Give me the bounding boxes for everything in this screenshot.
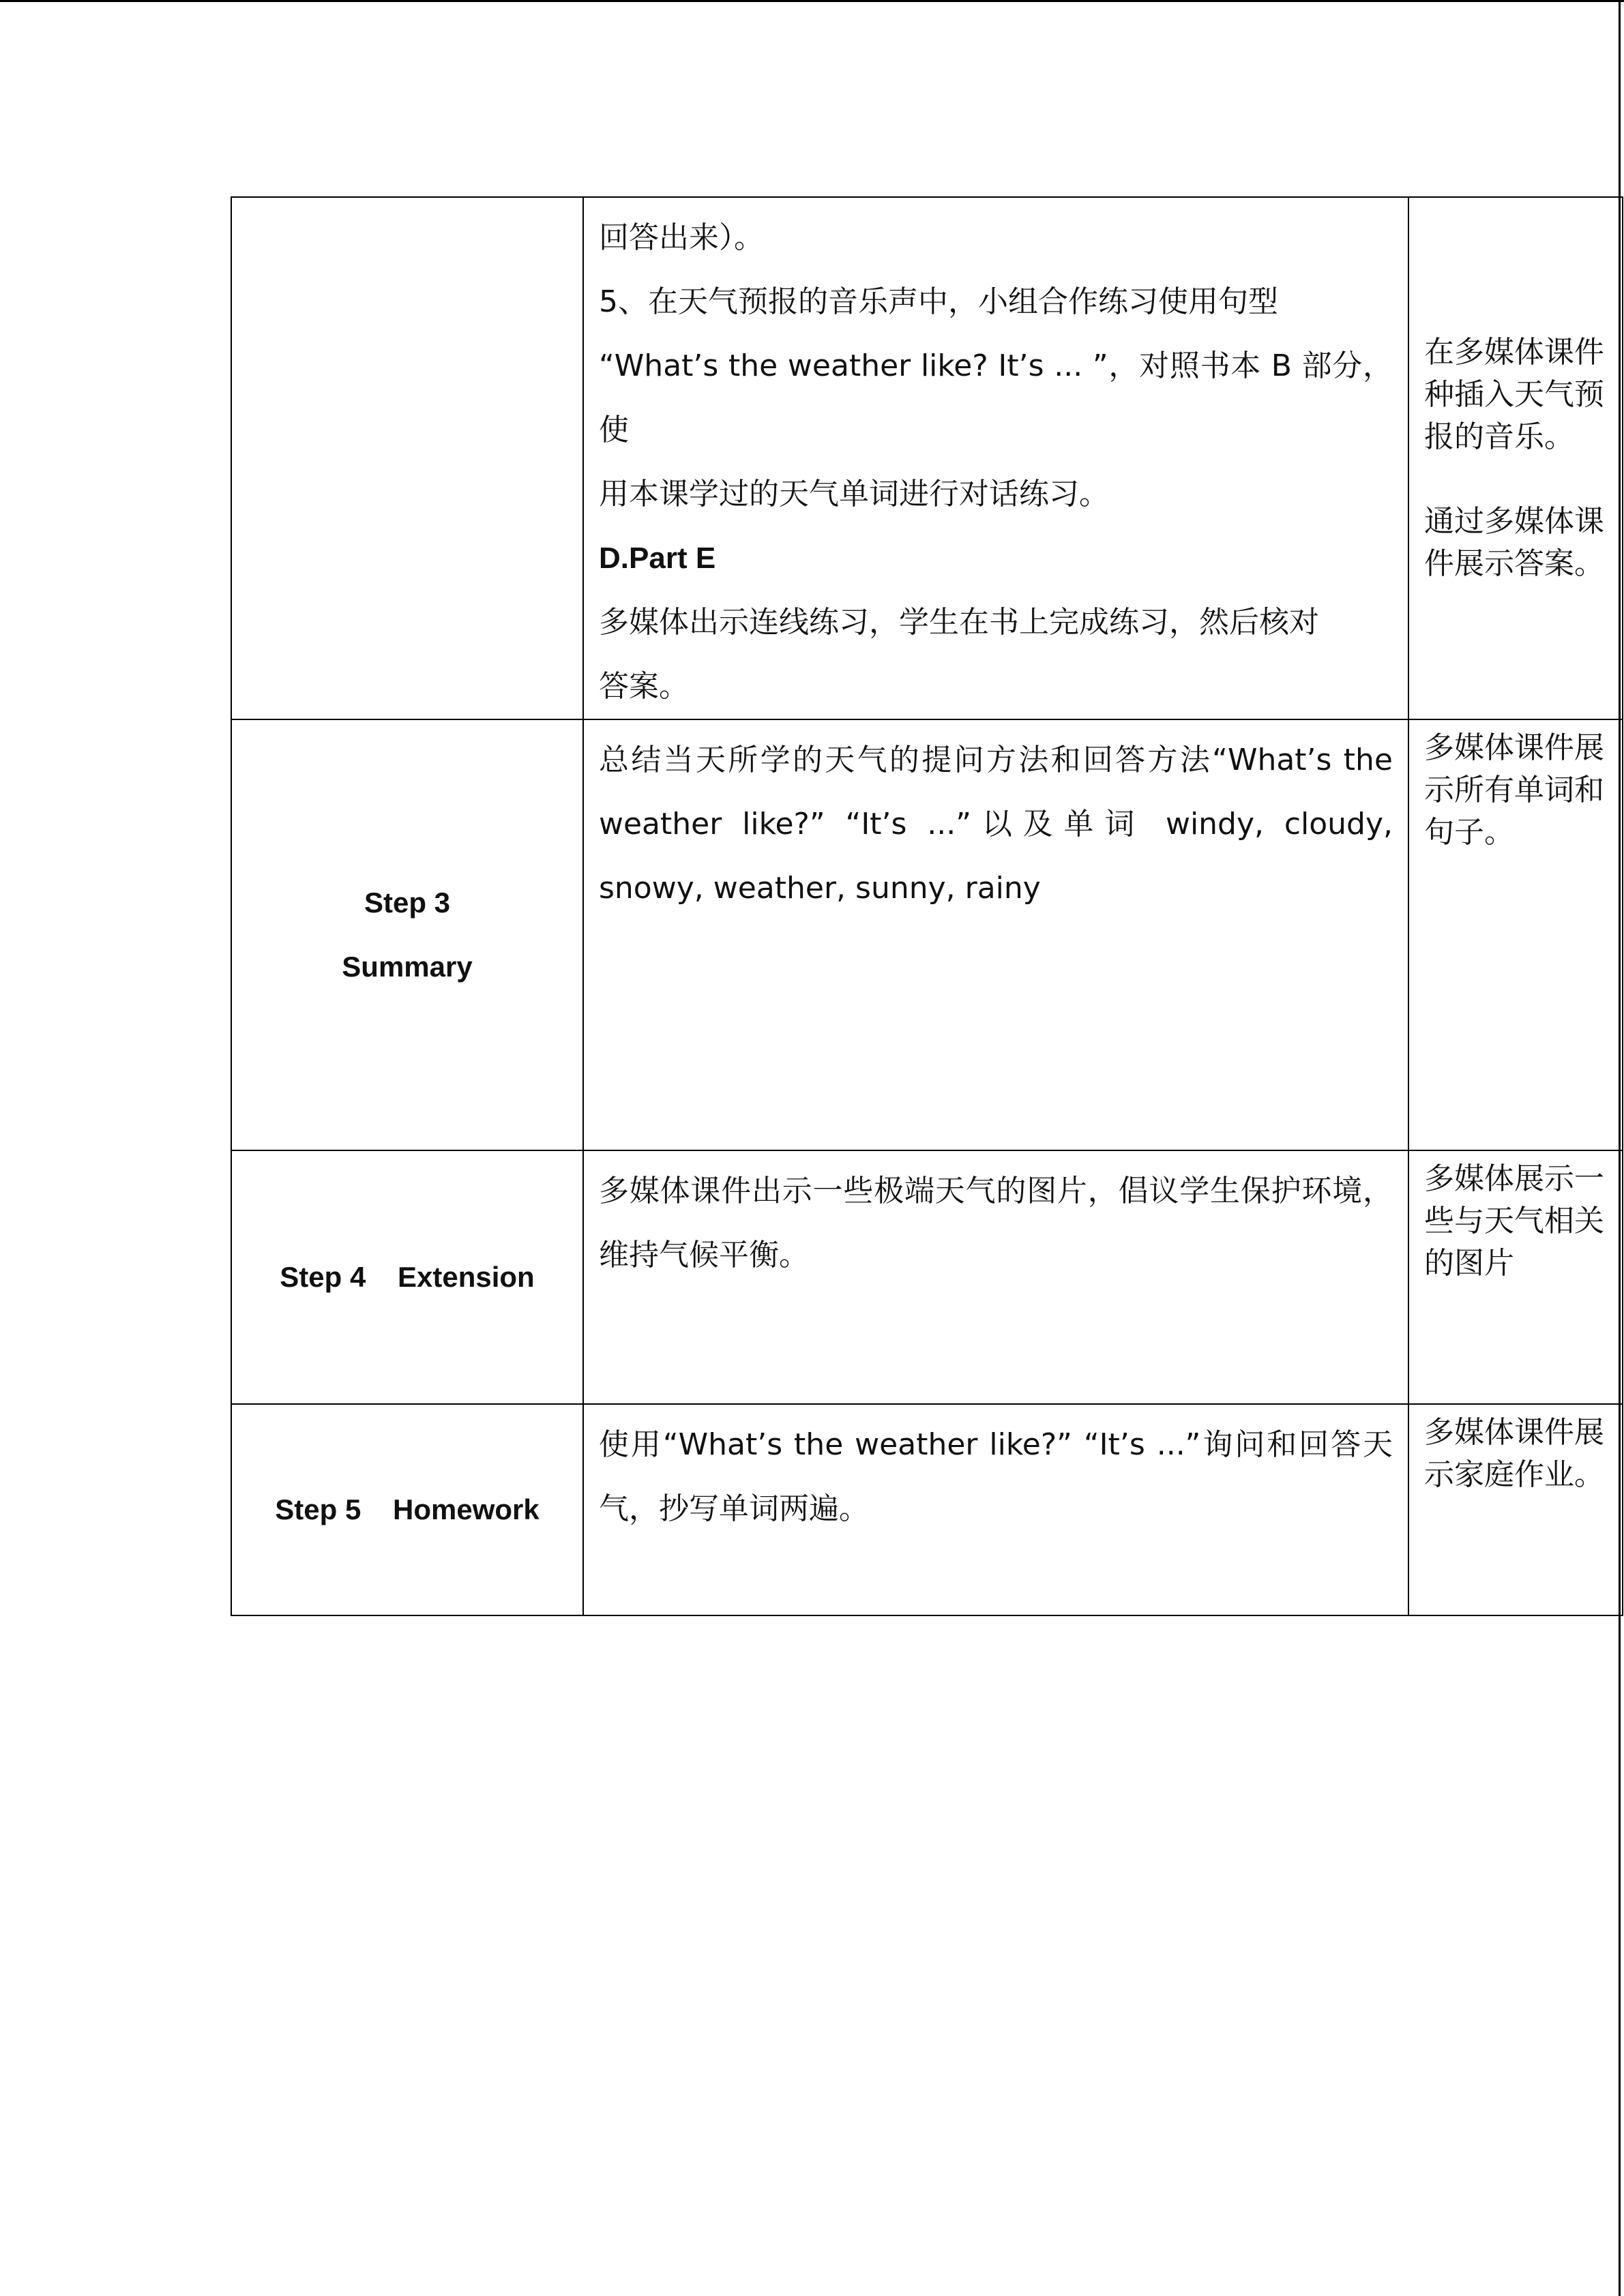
note-cell: [1408, 197, 1623, 719]
process-line: 5、在天气预报的音乐声中，小组合作练习使用句型: [599, 284, 1278, 319]
process-cell: [583, 719, 1408, 1150]
process-line: 用本课学过的天气单词进行对话练习。: [599, 477, 1109, 511]
note-spacer: [1424, 458, 1614, 501]
step-title: Step 3: [364, 886, 451, 919]
step-subtitle: Summary: [342, 951, 473, 983]
note-text: 多媒体展示一些与天气相关的图片: [1424, 1161, 1604, 1281]
note-text: 多媒体课件展示家庭作业。: [1424, 1415, 1604, 1492]
process-line: “What’s the weather like? It’s ... ”，对照书本 B 部分，使: [599, 348, 1393, 447]
table-row: [231, 719, 1623, 1150]
process-text: 多媒体课件出示一些极端天气的图片，倡议学生保护环境，维持气候平衡。: [599, 1174, 1393, 1272]
table-row: [231, 1150, 1623, 1404]
note-text: 在多媒体课件种插入天气预报的音乐。: [1424, 335, 1604, 454]
process-cell: [583, 197, 1408, 719]
process-cell: [583, 1404, 1408, 1615]
process-line: 答案。: [599, 669, 689, 704]
note-text: 通过多媒体课件展示答案。: [1424, 504, 1604, 581]
process-text: 总结当天所学的天气的提问方法和回答方法“What’s the weather like?” “It’s ...”以及单词 windy, cloudy, snowy, weather, sunny, rainy: [599, 743, 1393, 906]
table-row: [231, 197, 1623, 719]
lesson-plan-table: [231, 196, 1623, 1616]
page-top-border: [0, 0, 1624, 2]
section-heading: D.Part E: [599, 541, 716, 575]
note-cell: [1408, 1404, 1623, 1615]
process-text: 使用“What’s the weather like?” “It’s ...”询问和回答天气，抄写单词两遍。: [599, 1427, 1393, 1526]
process-line: 多媒体出示连线练习，学生在书上完成练习，然后核对: [599, 605, 1319, 640]
table-row: [231, 1404, 1623, 1615]
step-cell: Step 5 Homework: [231, 1404, 583, 1615]
process-line: 回答出来）。: [599, 220, 764, 255]
note-cell: [1408, 1150, 1623, 1404]
note-text: 多媒体课件展示所有单词和句子。: [1424, 730, 1604, 850]
step-cell: Step 4 Extension: [231, 1150, 583, 1404]
step-cell-empty: [231, 197, 583, 719]
note-cell: [1408, 719, 1623, 1150]
step-cell: [231, 719, 583, 1150]
process-cell: [583, 1150, 1408, 1404]
